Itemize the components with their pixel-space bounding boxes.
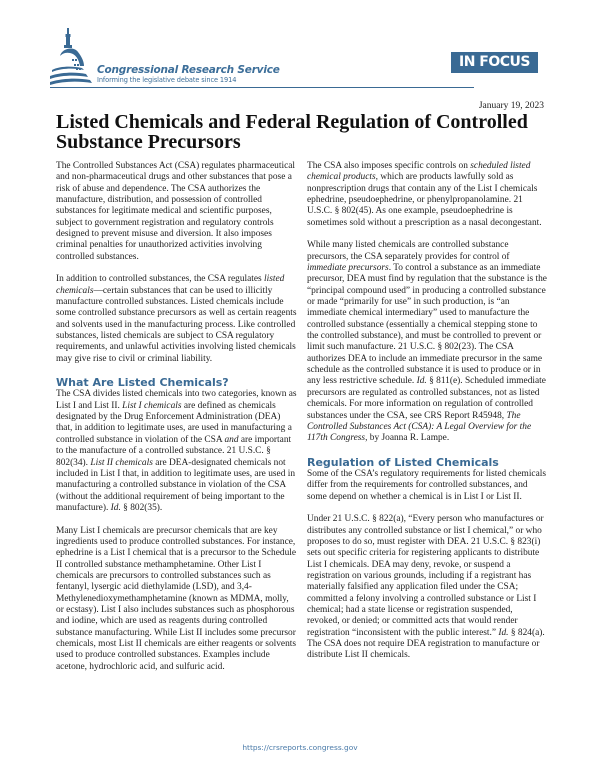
capitol-dome-icon <box>50 26 96 86</box>
org-tagline: Informing the legislative debate since 1914 <box>97 76 237 84</box>
left-column <box>56 161 298 684</box>
paragraph: Many List I chemicals are precursor chemicals that are key ingredients used to produce controlled substances. For instance, ephedrine is a List I chemical that is a precursor to the Schedule II controlled substance methamphetamine. Other List I chemicals are precursors to controlled substances such as fentanyl, lysergic acid diethylamide (LSD), and 3,4-Methylenedioxymethamphetamine (known as MDMA, molly, or ecstasy). List I also includes substances such as phosphorous and iodine, which are used as reagents during controlled substance manufacturing. While List II includes some precursor chemicals, most List II chemicals are either reagents or solvents used to produce controlled substances. Examples include acetone, hydrochloric acid, and sulfuric acid. <box>56 525 297 672</box>
header-divider <box>50 87 474 88</box>
crs-brand <box>97 64 280 85</box>
in-focus-badge: IN FOCUS <box>451 52 538 73</box>
section-heading: Regulation of Listed Chemicals <box>307 455 499 469</box>
paragraph: Under 21 U.S.C. § 822(a), “Every person who manufactures or distributes any controlled substance or list I chemical,” or who proposes to do so, must register with DEA. 21 U.S.C. § 823(i) sets out specific criteria for registering applicants to distribute List I chemicals. DEA may deny, revoke, or suspend a registration on various grounds, including if a registrant has materially falsified any application filed under the CSA; committed a felony involving a controlled substance or List I chemical; had a state license or registration suspended, revoked, or denied; or committed acts that would render registration “inconsistent with the public interest.” Id. § 824(a). The CSA does not require DEA registration to manufacture or distribute List II chemicals. <box>307 514 545 661</box>
document-title: Listed Chemicals and Federal Regulation of Controlled Substance Precursors <box>56 111 528 153</box>
crs-header <box>50 26 474 88</box>
org-name: Congressional Research Service <box>97 64 280 76</box>
paragraph: The Controlled Substances Act (CSA) regulates pharmaceutical and non-pharmaceutical drugs and other substances that pose a risk of abuse and dependence. The CSA authorizes the manufacture, distribution, and possession of controlled substances for legitimate medical and scientific purposes, subject to government registration and regulatory controls designed to prevent misuse and diversion. It also imposes criminal penalties for unauthorized activities involving controlled substances. <box>56 161 295 262</box>
paragraph: While many listed chemicals are controlled substance precursors, the CSA separately provides for control of immediate precursors. To control a substance as an immediate precursor, DEA must find by regulation that the substance is the “principal compound used” in producing a controlled substance or made “primarily for use” in such production, is “an immediate chemical intermediary” used to manufacture the controlled substance (essentially a chemical stepping stone to the controlled substance), and must be controlled to prevent or limit such manufacture. 21 U.S.C. § 802(23). The CSA authorizes DEA to include an immediate precursor in the same schedule as the controlled substance it is used to produce or in any less restrictive schedule. Id. § 811(e). Scheduled immediate precursors are regulated as controlled substances, not as listed chemicals. For more information on regulation of controlled substances under the CSA, see CRS Report R45948, The Controlled Substances Act (CSA): A Legal Overview for the 117th Congress, by Joanna R. Lampe. <box>307 240 547 444</box>
right-column <box>307 161 547 673</box>
paragraph: The CSA divides listed chemicals into two categories, known as List I and List II. List I chemicals are defined as chemicals designated by the Drug Enforcement Administration (DEA) that, in addition to legitimate uses, are used in manufacturing a controlled substance in violation of the CSA and are important to the manufacture of a controlled substance. 21 U.S.C. § 802(34). List II chemicals are DEA-designated chemicals not included in List I that, in addition to legitimate uses, are used in manufacturing a controlled substance in violation of the CSA (without the additional requirement of being important to the manufacture). Id. § 802(35). <box>56 389 297 513</box>
paragraph: The CSA also imposes specific controls on scheduled listed chemical products, which are products lawfully sold as nonprescription drugs that contain any of the List I chemicals ephedrine, pseudoephedrine, or phenylpropanolamine. 21 U.S.C. § 802(45). As one example, pseudoephedrine is sometimes sold without a prescription as a nasal decongestant. <box>307 161 542 228</box>
section-heading: What Are Listed Chemicals? <box>56 376 229 390</box>
publication-date: January 19, 2023 <box>478 101 544 111</box>
paragraph: In addition to controlled substances, the CSA regulates listed chemicals—certain substances that can be used to illicitly manufacture controlled substances. Listed chemicals include some controlled substance precursors as well as certain reagents and solvents used in the manufacturing process. Like controlled substances, listed chemicals are subject to CSA regulatory requirements, and unlawful activities involving listed chemicals may give rise to civil or criminal liability. <box>56 274 297 364</box>
paragraph: Some of the CSA’s regulatory requirements for listed chemicals differ from the requirements for controlled substances, and some depend on whether a chemical is in List I or List II. <box>307 468 547 502</box>
footer-url[interactable]: https://crsreports.congress.gov <box>242 743 358 752</box>
